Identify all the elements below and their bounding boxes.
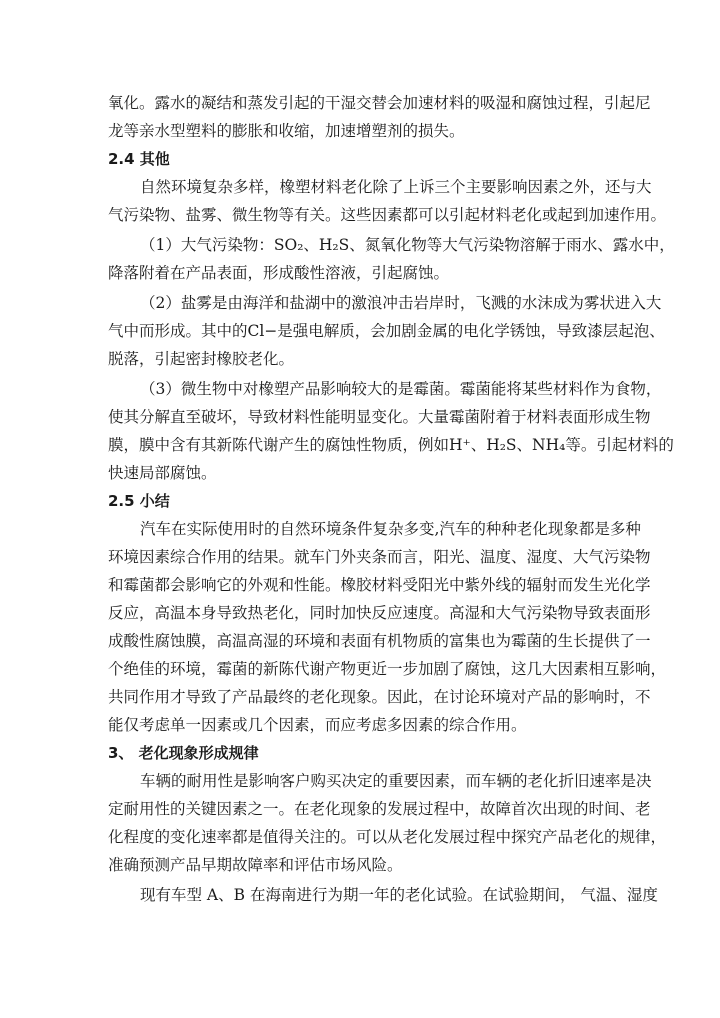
- section-heading-3: 3、 老化现象形成规律: [108, 744, 259, 762]
- paragraph-line: 气污染物、盐雾、微生物等有关。这些因素都可以引起材料老化或起到加速作用。: [108, 206, 667, 224]
- paragraph-line: 化程度的变化速率都是值得关注的。可以从老化发展过程中探究产品老化的规律，: [108, 828, 667, 846]
- paragraph-line: 龙等亲水型塑料的膨胀和收缩，加速增塑剂的损失。: [108, 122, 465, 140]
- section-heading-2-5: 2.5 小结: [108, 492, 170, 510]
- list-item-line: 膜，膜中含有其新陈代谢产生的腐蚀性物质，例如H⁺、H₂S、NH₄等。引起材料的: [108, 436, 674, 454]
- paragraph-line: 汽车在实际使用时的自然环境条件复杂多变,汽车的种种老化现象都是多种: [140, 520, 641, 538]
- paragraph-line: 车辆的耐用性是影响客户购买决定的重要因素，而车辆的老化折旧速率是决: [140, 772, 652, 790]
- paragraph-line: 能仅考虑单一因素或几个因素，而应考虑多因素的综合作用。: [108, 716, 527, 734]
- list-item-line: 使其分解直至破坏，导致材料性能明显变化。大量霉菌附着于材料表面形成生物: [108, 408, 651, 426]
- paragraph-line: 准确预测产品早期故障率和评估市场风险。: [108, 856, 403, 874]
- paragraph-line: 反应，高温本身导致热老化，同时加快反应速度。高湿和大气污染物导致表面形: [108, 604, 651, 622]
- section-heading-2-4: 2.4 其他: [108, 150, 170, 168]
- paragraph-line: 共同作用才导致了产品最终的老化现象。因此，在讨论环境对产品的影响时，不: [108, 688, 651, 706]
- list-item-line: 气中而形成。其中的Cl−是强电解质，会加剧金属的电化学锈蚀，导致漆层起泡、: [108, 322, 665, 340]
- list-item-line: （1）大气污染物：SO₂、H₂S、氮氧化物等大气污染物溶解于雨水、露水中，: [140, 236, 675, 254]
- list-item-line: 降落附着在产品表面，形成酸性溶液，引起腐蚀。: [108, 264, 450, 282]
- paragraph-line: 和霉菌都会影响它的外观和性能。橡胶材料受阳光中紫外线的辐射而发生光化学: [108, 576, 651, 594]
- list-item-line: 脱落，引起密封橡胶老化。: [108, 350, 295, 368]
- list-item-line: （2）盐雾是由海洋和盐湖中的激浪冲击岩岸时，飞溅的水沫成为雾状进入大: [140, 294, 662, 312]
- list-item-line: （3）微生物中对橡塑产品影响较大的是霉菌。霉菌能将某些材料作为食物，: [140, 380, 662, 398]
- paragraph-line: 环境因素综合作用的结果。就车门外夹条而言，阳光、温度、湿度、大气污染物: [108, 548, 651, 566]
- paragraph-line: 现有车型 A、B 在海南进行为期一年的老化试验。在试验期间， 气温、湿度: [140, 886, 658, 904]
- paragraph-line: 成酸性腐蚀膜，高温高湿的环境和表面有机物质的富集也为霉菌的生长提供了一: [108, 632, 651, 650]
- list-item-line: 快速局部腐蚀。: [108, 464, 217, 482]
- paragraph-line: 定耐用性的关键因素之一。在老化现象的发展过程中，故障首次出现的时间、老: [108, 800, 651, 818]
- paragraph-line: 自然环境复杂多样，橡塑材料老化除了上诉三个主要影响因素之外，还与大: [140, 178, 652, 196]
- paragraph-line: 氧化。露水的凝结和蒸发引起的干湿交替会加速材料的吸湿和腐蚀过程，引起尼: [108, 94, 651, 112]
- paragraph-line: 个绝佳的环境，霉菌的新陈代谢产物更近一步加剧了腐蚀，这几大因素相互影响，: [108, 660, 667, 678]
